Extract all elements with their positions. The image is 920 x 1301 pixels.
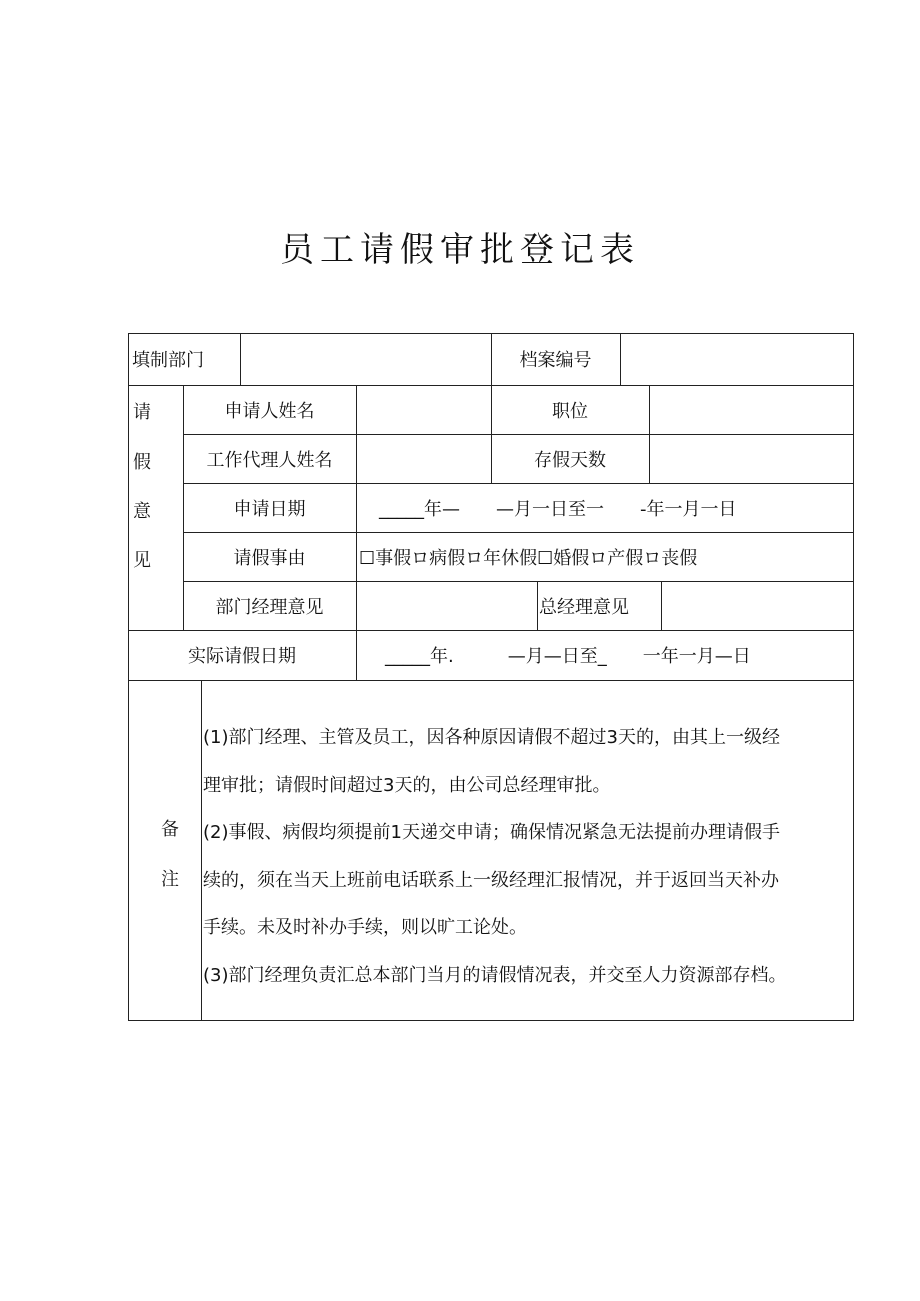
reason-options[interactable]: ☐事假ロ病假ロ年休假☐婚假ロ产假ロ丧假 — [359, 547, 698, 569]
agent-label: 工作代理人姓名 — [206, 449, 333, 471]
notes-side-char: 注 — [161, 869, 179, 890]
file-no-field[interactable] — [621, 333, 853, 385]
border-bottom — [128, 1020, 854, 1021]
leave-side-char: 见 — [133, 550, 151, 571]
applicant-field[interactable] — [357, 385, 491, 434]
agent-field[interactable] — [357, 434, 491, 483]
dept-manager-label: 部门经理意见 — [215, 596, 324, 618]
col-divider — [201, 680, 202, 1020]
dept-manager-field[interactable] — [357, 581, 537, 630]
general-manager-label: 总经理意见 — [539, 596, 629, 618]
actual-date-field[interactable]: _____年. —月—日至_ 一年一月—日 — [385, 646, 751, 667]
position-field[interactable] — [650, 385, 853, 434]
general-manager-field[interactable] — [662, 581, 853, 630]
leave-side-char: 请 — [133, 402, 151, 423]
apply-date-field[interactable]: _____年— —月一日至一 -年一月一日 — [379, 498, 737, 520]
saved-days-field[interactable] — [650, 434, 853, 483]
dept-label: 填制部门 — [132, 350, 204, 371]
actual-date-label: 实际请假日期 — [188, 646, 296, 667]
position-label: 职位 — [552, 400, 588, 422]
note-line: 手续。未及时补办手续，则以旷工论处。 — [203, 917, 527, 938]
notes-body — [203, 714, 853, 999]
row-divider — [128, 680, 854, 681]
note-line: (3)部门经理负责汇总本部门当月的请假情况表，并交至人力资源部存档。 — [203, 964, 787, 986]
note-line: (2)事假、病假均须提前1天递交申请；确保情况紧急无法提前办理请假手 — [203, 822, 780, 843]
notes-side-char: 备 — [161, 819, 179, 840]
applicant-label: 申请人姓名 — [224, 400, 315, 422]
note-line: (1)部门经理、主管及员工，因各种原因请假不超过3天的，由其上一级经 — [203, 727, 780, 748]
dept-field[interactable] — [241, 333, 491, 385]
apply-date-label: 申请日期 — [233, 498, 306, 520]
form-title: 员工请假审批登记表 — [280, 230, 640, 270]
note-line: 理审批；请假时间超过3天的，由公司总经理审批。 — [203, 774, 611, 796]
leave-side-char: 假 — [133, 452, 151, 473]
note-line: 续的，须在当天上班前电话联系上一级经理汇报情况，并于返回当天补办 — [203, 869, 779, 891]
file-no-label: 档案编号 — [519, 350, 592, 371]
leave-side-char: 意 — [133, 501, 151, 522]
border-right — [853, 333, 854, 1021]
reason-label: 请假事由 — [233, 547, 306, 569]
saved-days-label: 存假天数 — [534, 449, 606, 471]
